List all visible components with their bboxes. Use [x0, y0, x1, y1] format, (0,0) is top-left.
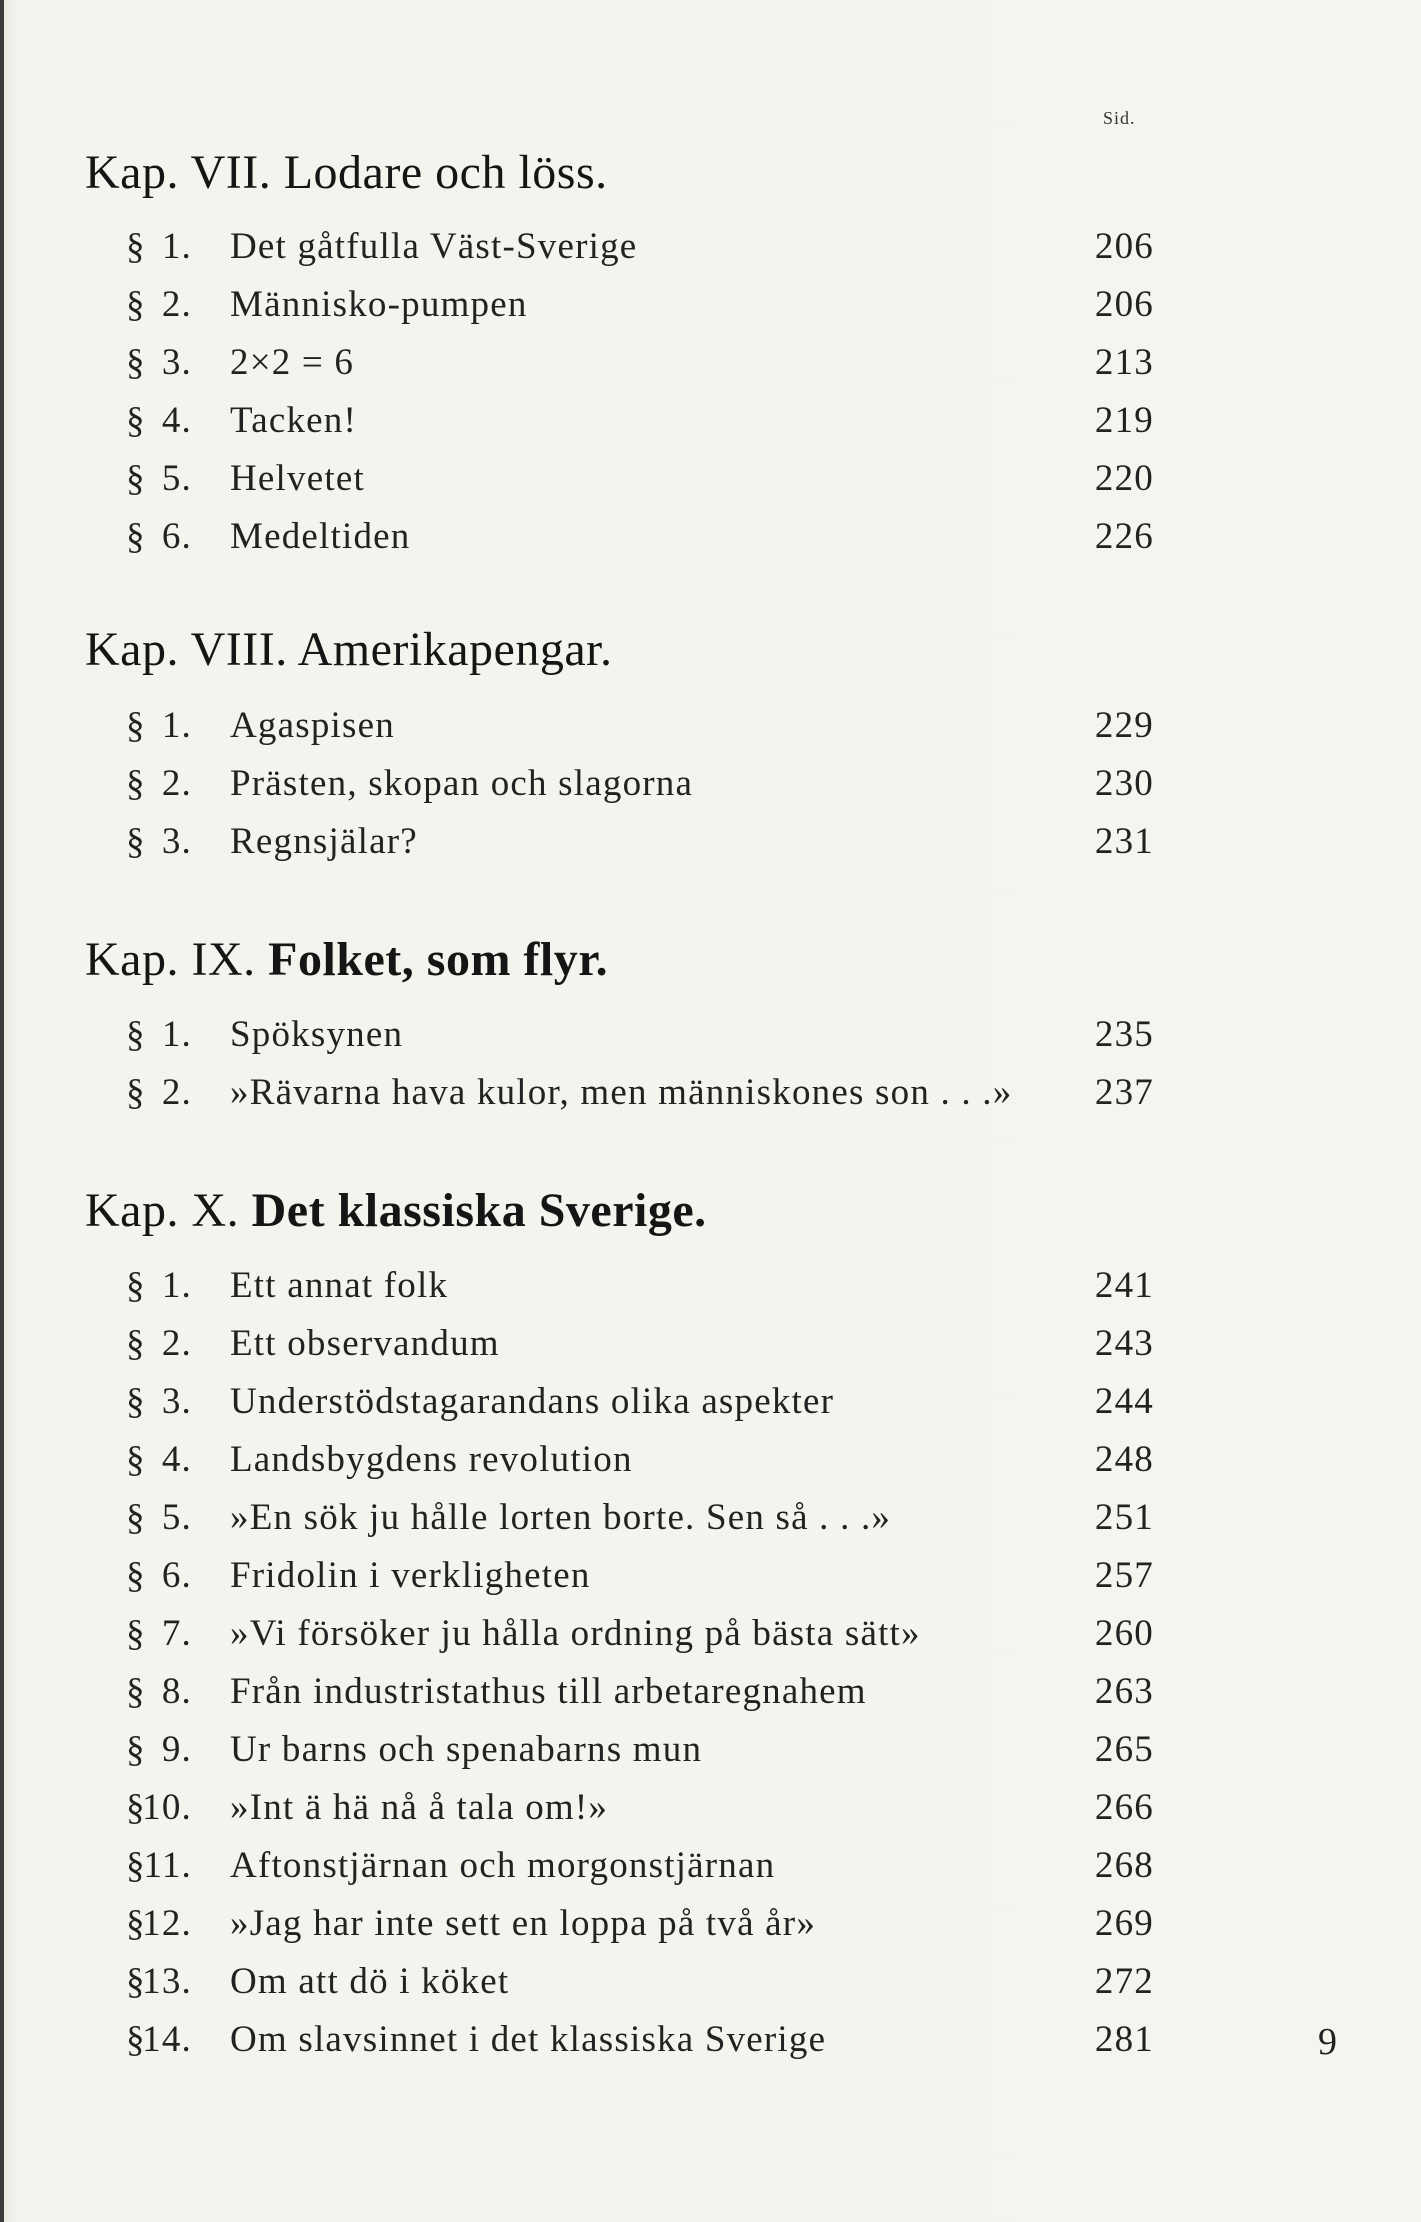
section-title: »Rävarna hava kulor, men människones son . . .» — [230, 1072, 1013, 1113]
toc-entry — [126, 1960, 1154, 2010]
page-number: 266 — [1094, 1787, 1154, 1828]
section-sign: § — [126, 2019, 146, 2060]
section-sign: § — [126, 1014, 146, 1055]
section-sign: § — [126, 1323, 146, 1364]
folio-page-number: 9 — [1318, 2021, 1337, 2063]
toc-entry — [126, 225, 1154, 275]
page-number: 248 — [1094, 1439, 1154, 1480]
section-number: 13. — [142, 1961, 192, 2002]
page-number: 260 — [1094, 1613, 1154, 1654]
page-number: 231 — [1094, 821, 1154, 862]
page-number: 281 — [1094, 2019, 1154, 2060]
chapter-heading — [85, 932, 608, 987]
chapter-title: Det klassiska Sverige. — [251, 1184, 707, 1237]
section-title: Agaspisen — [230, 705, 395, 746]
section-number: 6. — [161, 516, 192, 557]
section-number: 8. — [161, 1671, 192, 1712]
section-sign: § — [126, 1903, 146, 1944]
section-number: 7. — [161, 1613, 192, 1654]
section-sign: § — [126, 284, 146, 325]
page-number: 219 — [1094, 400, 1154, 441]
page-number: 206 — [1094, 284, 1154, 325]
section-number: 2. — [161, 763, 192, 804]
section-number: 1. — [161, 226, 192, 267]
section-sign: § — [126, 1072, 146, 1113]
section-number: 2. — [161, 284, 192, 325]
section-sign: § — [126, 1613, 146, 1654]
section-sign: § — [126, 821, 146, 862]
toc-entry — [126, 1670, 1154, 1720]
section-number: 1. — [161, 705, 192, 746]
section-title: Prästen, skopan och slagorna — [230, 763, 694, 804]
page-number: 206 — [1094, 226, 1154, 267]
section-number: 5. — [161, 1497, 192, 1538]
toc-entry — [126, 341, 1154, 391]
toc-entry — [126, 1844, 1154, 1894]
section-sign: § — [126, 1845, 146, 1886]
section-title: Ett annat folk — [230, 1265, 449, 1306]
section-number: 14. — [142, 2019, 192, 2060]
page-column-header: Sid. — [1103, 108, 1136, 128]
toc-entry — [126, 1554, 1154, 1604]
chapter-heading — [85, 145, 608, 200]
toc-entry — [126, 1612, 1154, 1662]
section-number: 10. — [142, 1787, 192, 1828]
section-title: Det gåtfulla Väst-Sverige — [230, 226, 638, 267]
toc-entry — [126, 1264, 1154, 1314]
section-title: Spöksynen — [230, 1014, 404, 1055]
section-sign: § — [126, 1555, 146, 1596]
section-title: »Int ä hä nå å tala om!» — [230, 1787, 609, 1828]
chapter-title: Amerikapengar. — [297, 623, 613, 676]
toc-entry — [126, 762, 1154, 812]
section-number: 1. — [161, 1265, 192, 1306]
page-number: 213 — [1094, 342, 1154, 383]
section-number: 12. — [142, 1903, 192, 1944]
toc-entry — [126, 283, 1154, 333]
section-sign: § — [126, 1787, 146, 1828]
section-sign: § — [126, 1729, 146, 1770]
section-sign: § — [126, 1671, 146, 1712]
section-sign: § — [126, 516, 146, 557]
section-sign: § — [126, 763, 146, 804]
section-title: Ur barns och spenabarns mun — [230, 1729, 703, 1770]
chapter-number: Kap. IX. — [85, 933, 256, 986]
toc-entry — [126, 704, 1154, 754]
page-number: 243 — [1094, 1323, 1154, 1364]
section-number: 1. — [161, 1014, 192, 1055]
section-title: Människo-pumpen — [230, 284, 528, 325]
page-number: 237 — [1094, 1072, 1154, 1113]
section-number: 6. — [161, 1555, 192, 1596]
page-number: 251 — [1094, 1497, 1154, 1538]
section-sign: § — [126, 705, 146, 746]
toc-entry — [126, 1728, 1154, 1778]
toc-entry — [126, 1071, 1154, 1121]
chapter-title: Folket, som flyr. — [268, 933, 609, 986]
chapter-heading — [85, 1183, 707, 1238]
chapter-number: Kap. VII. — [85, 146, 272, 199]
section-number: 2. — [161, 1323, 192, 1364]
toc-entry — [126, 1786, 1154, 1836]
section-title: Om slavsinnet i det klassiska Sverige — [230, 2019, 827, 2060]
section-title: »En sök ju hålle lorten borte. Sen så . . .» — [230, 1497, 892, 1538]
section-sign: § — [126, 1961, 146, 2002]
toc-entry — [126, 1322, 1154, 1372]
section-sign: § — [126, 1265, 146, 1306]
chapter-title: Lodare och löss. — [283, 146, 608, 199]
section-number: 3. — [161, 342, 192, 383]
section-title: Aftonstjärnan och morgonstjärnan — [230, 1845, 776, 1886]
section-title: Om att dö i köket — [230, 1961, 510, 2002]
section-title: Helvetet — [230, 458, 365, 499]
chapter-number: Kap. VIII. — [85, 623, 288, 676]
section-title: Från industristathus till arbetaregnahem — [230, 1671, 867, 1712]
section-title: »Jag har inte sett en loppa på två år» — [230, 1903, 817, 1944]
page-number: 268 — [1094, 1845, 1154, 1886]
section-title: Tacken! — [230, 400, 358, 441]
toc-entry — [126, 1438, 1154, 1488]
chapter-heading — [85, 622, 612, 677]
section-sign: § — [126, 1497, 146, 1538]
section-number: 4. — [161, 1439, 192, 1480]
section-sign: § — [126, 342, 146, 383]
section-sign: § — [126, 1439, 146, 1480]
section-number: 3. — [161, 821, 192, 862]
section-number: 2. — [161, 1072, 192, 1113]
section-title: Landsbygdens revolution — [230, 1439, 633, 1480]
toc-entry — [126, 1496, 1154, 1546]
page-number: 257 — [1094, 1555, 1154, 1596]
section-title: Ett observandum — [230, 1323, 500, 1364]
page-number: 241 — [1094, 1265, 1154, 1306]
toc-entry — [126, 457, 1154, 507]
section-number: 9. — [161, 1729, 192, 1770]
page-number: 230 — [1094, 763, 1154, 804]
toc-entry — [126, 1380, 1154, 1430]
section-sign: § — [126, 226, 146, 267]
toc-entry — [126, 399, 1154, 449]
section-number: 4. — [161, 400, 192, 441]
page-number: 226 — [1094, 516, 1154, 557]
section-sign: § — [126, 400, 146, 441]
page-number: 235 — [1094, 1014, 1154, 1055]
page-edge — [0, 0, 4, 2222]
section-number: 3. — [161, 1381, 192, 1422]
chapter-number: Kap. X. — [85, 1184, 240, 1237]
section-number: 11. — [143, 1845, 192, 1886]
section-title: Understödstagarandans olika aspekter — [230, 1381, 835, 1422]
section-title: Regnsjälar? — [230, 821, 418, 862]
section-title: 2×2 = 6 — [230, 342, 355, 383]
section-title: Fridolin i verkligheten — [230, 1555, 591, 1596]
toc-entry — [126, 515, 1154, 565]
section-title: Medeltiden — [230, 516, 411, 557]
toc-entry — [126, 1902, 1154, 1952]
toc-entry — [126, 2018, 1154, 2068]
page-number: 269 — [1094, 1903, 1154, 1944]
section-sign: § — [126, 1381, 146, 1422]
toc-entry — [126, 820, 1154, 870]
page-number: 229 — [1094, 705, 1154, 746]
page-number: 272 — [1094, 1961, 1154, 2002]
page-number: 265 — [1094, 1729, 1154, 1770]
page-number: 263 — [1094, 1671, 1154, 1712]
section-sign: § — [126, 458, 146, 499]
section-title: »Vi försöker ju hålla ordning på bästa sätt» — [230, 1613, 921, 1654]
section-number: 5. — [161, 458, 192, 499]
toc-entry — [126, 1013, 1154, 1063]
page-number: 220 — [1094, 458, 1154, 499]
page-number: 244 — [1094, 1381, 1154, 1422]
